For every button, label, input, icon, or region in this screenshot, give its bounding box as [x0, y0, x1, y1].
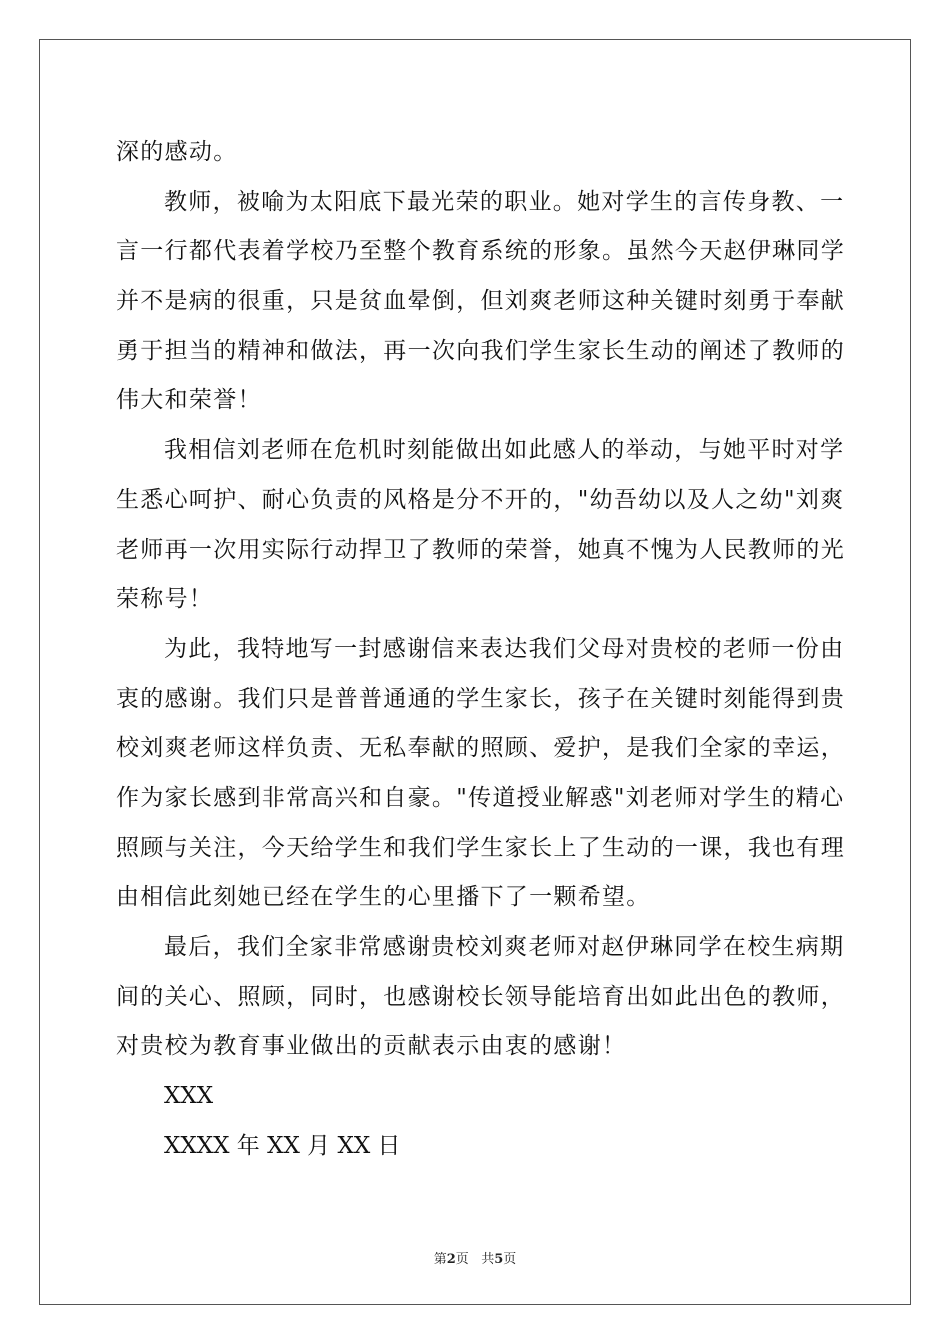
paragraph-start-line: 我相信刘老师在危机时刻能做出如此感人的举动，与她平时对学: [164, 437, 845, 464]
text-line: 深的感动。: [116, 139, 238, 165]
total-pages-suffix: 页: [503, 1252, 517, 1267]
text-line: 作为家长感到非常高兴和自豪。"传道授业解惑"刘老师对学生的精心: [116, 784, 845, 811]
text-line: 勇于担当的精神和做法，再一次向我们学生家长生动的阐述了教师的: [116, 337, 845, 364]
text-line: 对贵校为教育事业做出的贡献表示由衷的感谢！: [116, 1033, 627, 1060]
total-page-count: 5: [494, 1252, 504, 1267]
current-page-number: 2: [446, 1252, 456, 1267]
page-number-prefix: 第: [433, 1252, 447, 1267]
text-line: 衷的感谢。我们只是普普通通的学生家长，孩子在关键时刻能得到贵: [116, 685, 845, 712]
text-line: 老师再一次用实际行动捍卫了教师的荣誉，她真不愧为人民教师的光: [116, 536, 845, 563]
paragraph-start-line: 教师，被喻为太阳底下最光荣的职业。她对学生的言传身教、一: [164, 188, 845, 215]
paragraph-start-line: 为此，我特地写一封感谢信来表达我们父母对贵校的老师一份由: [164, 635, 845, 662]
text-line: 由相信此刻她已经在学生的心里播下了一颗希望。: [116, 884, 651, 911]
paragraph-start-line: 最后，我们全家非常感谢贵校刘爽老师对赵伊琳同学在校生病期: [164, 934, 845, 960]
signature-name: XXX: [164, 1083, 214, 1110]
page-number-suffix: 页: [455, 1252, 469, 1267]
text-line: 间的关心、照顾，同时，也感谢校长领导能培育出如此出色的教师，: [116, 983, 845, 1010]
text-line: 生悉心呵护、耐心负责的风格是分不开的，"幼吾幼以及人之幼"刘爽: [116, 486, 845, 513]
signature-date: XXXX 年 XX 月 XX 日: [164, 1132, 401, 1159]
total-pages-prefix: 共: [481, 1252, 495, 1267]
text-line: 伟大和荣誉！: [116, 387, 262, 414]
text-line: 校刘爽老师这样负责、无私奉献的照顾、爱护，是我们全家的幸运，: [116, 735, 845, 762]
text-line: 并不是病的很重，只是贫血晕倒，但刘爽老师这种关键时刻勇于奉献: [116, 288, 845, 315]
text-line: 言一行都代表着学校乃至整个教育系统的形象。虽然今天赵伊琳同学: [116, 238, 845, 265]
text-line: 荣称号！: [116, 586, 214, 613]
page-footer: [0, 1248, 950, 1267]
text-line: 照顾与关注，今天给学生和我们学生家长上了生动的一课，我也有理: [116, 834, 845, 861]
letter-body: [116, 128, 845, 1171]
